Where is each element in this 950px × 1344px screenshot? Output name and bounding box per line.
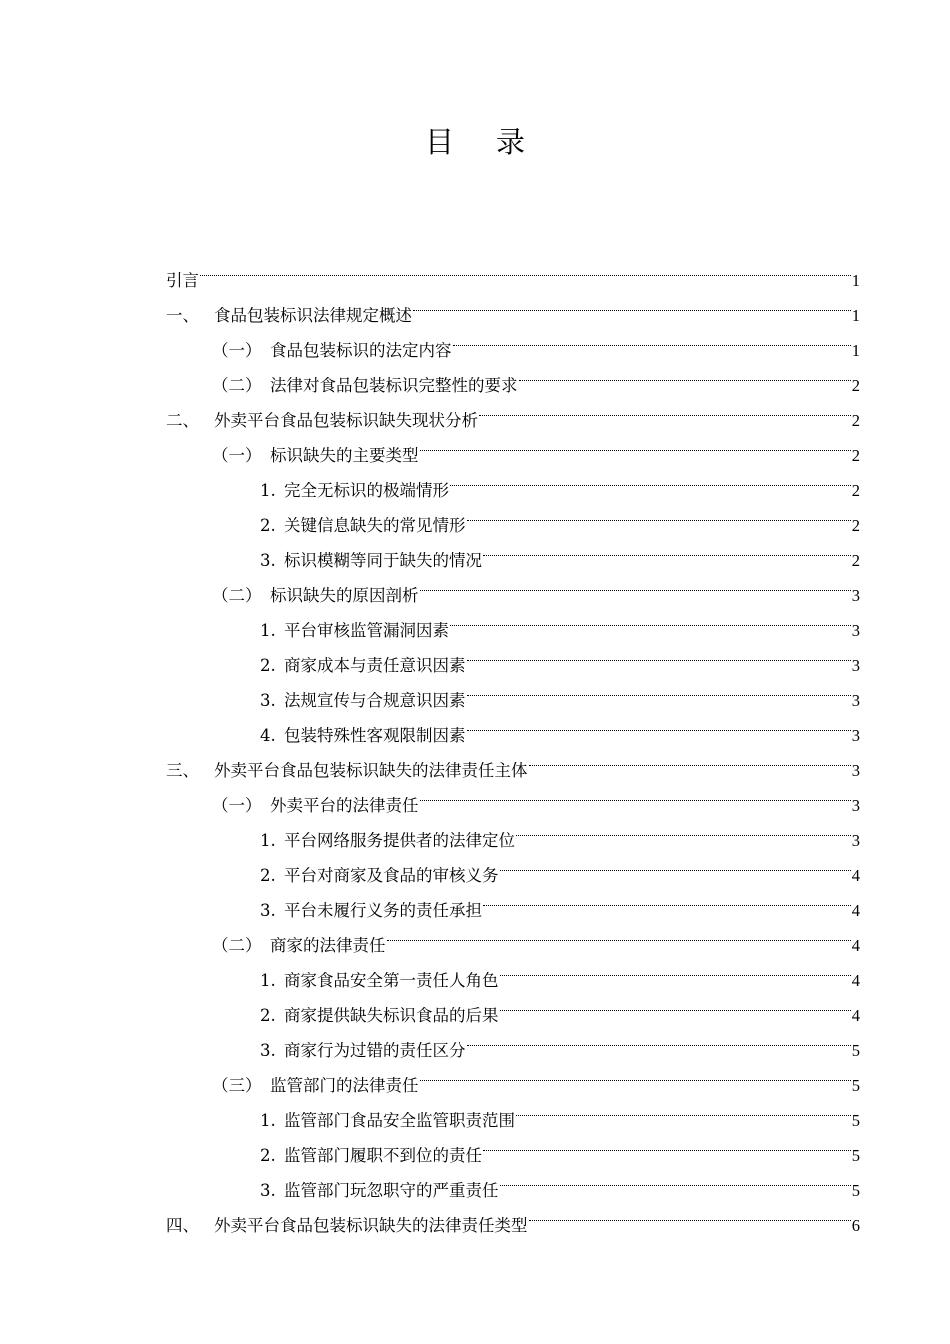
dot-leader — [483, 881, 851, 916]
toc-entry-number: 三、 — [166, 761, 199, 780]
toc-entry-label: 法规宣传与合规意识因素 — [284, 691, 466, 710]
page-title: 目录 — [424, 125, 567, 159]
dot-leader — [516, 811, 851, 846]
toc-entry-label: 外卖平台食品包装标识缺失的法律责任主体 — [214, 761, 528, 780]
toc-entry-label: 商家提供缺失标识食品的后果 — [284, 1006, 499, 1025]
dot-leader — [387, 916, 851, 951]
toc-entry-number: （三） — [212, 1076, 262, 1095]
dot-leader — [467, 671, 851, 706]
toc-entry-page-number: 5 — [851, 1076, 860, 1095]
toc-entry-number: （一） — [212, 796, 262, 815]
toc-entry-number: 1. — [260, 831, 276, 850]
toc-entry-page-number: 4 — [851, 1006, 860, 1025]
dot-leader — [467, 636, 851, 671]
toc-entry-page-number: 1 — [851, 306, 860, 325]
dot-leader — [516, 1091, 851, 1126]
toc-entry-label: 商家食品安全第一责任人角色 — [284, 971, 499, 990]
dot-leader — [500, 986, 851, 1021]
dot-leader — [500, 951, 851, 986]
toc-entry-number: 1. — [260, 481, 276, 500]
toc-entry-page-number: 3 — [851, 761, 860, 780]
toc-entry-number: 二、 — [166, 411, 199, 430]
toc-entry-page-number: 1 — [851, 341, 860, 360]
toc-entry-page-number: 1 — [851, 271, 860, 290]
toc-entry-label: 平台审核监管漏洞因素 — [284, 621, 449, 640]
toc-entry-label: 商家行为过错的责任区分 — [284, 1041, 466, 1060]
toc-entry-label: 平台网络服务提供者的法律定位 — [284, 831, 515, 850]
toc-entry-label: 监管部门食品安全监管职责范围 — [284, 1111, 515, 1130]
toc-entry-number: 2. — [260, 1146, 276, 1165]
toc-entry-page-number: 6 — [851, 1216, 860, 1235]
table-of-contents — [166, 251, 860, 1235]
dot-leader — [529, 1196, 851, 1231]
toc-entry-label: 平台对商家及食品的审核义务 — [284, 866, 499, 885]
toc-entry-page-number: 2 — [851, 516, 860, 535]
dot-leader — [200, 251, 851, 286]
toc-entry-number: 3. — [260, 551, 276, 570]
dot-leader — [529, 741, 851, 776]
toc-entry-page-number: 4 — [851, 901, 860, 920]
toc-entry-label: 标识缺失的主要类型 — [270, 446, 419, 465]
toc-entry-label: 标识缺失的原因剖析 — [270, 586, 419, 605]
toc-entry-page-number: 4 — [851, 936, 860, 955]
dot-leader — [453, 321, 851, 356]
toc-entry-page-number: 2 — [851, 551, 860, 570]
dot-leader — [420, 426, 851, 461]
dot-leader — [467, 706, 851, 741]
dot-leader — [500, 846, 851, 881]
toc-entry-page-number: 4 — [851, 866, 860, 885]
dot-leader — [413, 286, 851, 321]
toc-entry-label: 引言 — [166, 271, 199, 290]
dot-leader — [483, 1126, 851, 1161]
toc-entry-number: 3. — [260, 901, 276, 920]
toc-entry-number: 1. — [260, 971, 276, 990]
toc-entry-number: 4. — [260, 726, 276, 745]
toc-entry-page-number: 2 — [851, 376, 860, 395]
toc-entry-page-number: 3 — [851, 796, 860, 815]
toc-entry-page-number: 5 — [851, 1041, 860, 1060]
toc-entry-label: 标识模糊等同于缺失的情况 — [284, 551, 482, 570]
toc-entry-number: 2. — [260, 516, 276, 535]
toc-entry-label: 包装特殊性客观限制因素 — [284, 726, 466, 745]
dot-leader — [467, 1021, 851, 1056]
toc-entry-number: （二） — [212, 376, 262, 395]
toc-entry[interactable] — [166, 251, 860, 290]
toc-entry-number: 一、 — [166, 306, 199, 325]
dot-leader — [467, 496, 851, 531]
toc-entry-page-number: 2 — [851, 446, 860, 465]
toc-entry-label: 食品包装标识的法定内容 — [270, 341, 452, 360]
toc-entry-page-number: 5 — [851, 1146, 860, 1165]
toc-entry-number: 1. — [260, 621, 276, 640]
dot-leader — [479, 391, 851, 426]
toc-entry-label: 监管部门的法律责任 — [270, 1076, 419, 1095]
toc-entry-number: （二） — [212, 936, 262, 955]
toc-entry-number: （一） — [212, 446, 262, 465]
dot-leader — [420, 1056, 851, 1091]
toc-entry-number: （二） — [212, 586, 262, 605]
toc-entry-number: （一） — [212, 341, 262, 360]
toc-entry-number: 2. — [260, 866, 276, 885]
toc-entry-page-number: 4 — [851, 971, 860, 990]
dot-leader — [420, 566, 851, 601]
toc-entry-number: 3. — [260, 1041, 276, 1060]
toc-entry-page-number: 2 — [851, 411, 860, 430]
toc-entry-page-number: 3 — [851, 621, 860, 640]
toc-entry-page-number: 2 — [851, 481, 860, 500]
toc-entry-label: 平台未履行义务的责任承担 — [284, 901, 482, 920]
dot-leader — [483, 531, 851, 566]
toc-entry-label: 关键信息缺失的常见情形 — [284, 516, 466, 535]
dot-leader — [450, 461, 851, 496]
toc-entry-label: 外卖平台的法律责任 — [270, 796, 419, 815]
toc-entry-label: 食品包装标识法律规定概述 — [214, 306, 412, 325]
toc-entry-number: 2. — [260, 1006, 276, 1025]
toc-entry-number: 四、 — [166, 1216, 199, 1235]
toc-entry-number: 1. — [260, 1111, 276, 1130]
dot-leader — [420, 776, 851, 811]
dot-leader — [500, 1161, 851, 1196]
toc-entry-label: 外卖平台食品包装标识缺失的法律责任类型 — [214, 1216, 528, 1235]
toc-entry-page-number: 5 — [851, 1111, 860, 1130]
dot-leader — [519, 356, 851, 391]
toc-entry-page-number: 5 — [851, 1181, 860, 1200]
toc-entry[interactable] — [166, 286, 860, 325]
toc-entry-label: 商家成本与责任意识因素 — [284, 656, 466, 675]
dot-leader — [450, 601, 851, 636]
toc-entry-label: 外卖平台食品包装标识缺失现状分析 — [214, 411, 478, 430]
toc-entry-page-number: 3 — [851, 831, 860, 850]
toc-entry-label: 完全无标识的极端情形 — [284, 481, 449, 500]
toc-entry-label: 商家的法律责任 — [270, 936, 386, 955]
toc-entry-page-number: 3 — [851, 586, 860, 605]
toc-entry-page-number: 3 — [851, 726, 860, 745]
toc-entry-label: 监管部门履职不到位的责任 — [284, 1146, 482, 1165]
toc-entry-number: 3. — [260, 1181, 276, 1200]
toc-entry-number: 3. — [260, 691, 276, 710]
toc-entry-number: 2. — [260, 656, 276, 675]
toc-entry-page-number: 3 — [851, 691, 860, 710]
toc-entry-label: 法律对食品包装标识完整性的要求 — [270, 376, 518, 395]
toc-entry-page-number: 3 — [851, 656, 860, 675]
toc-entry-label: 监管部门玩忽职守的严重责任 — [284, 1181, 499, 1200]
